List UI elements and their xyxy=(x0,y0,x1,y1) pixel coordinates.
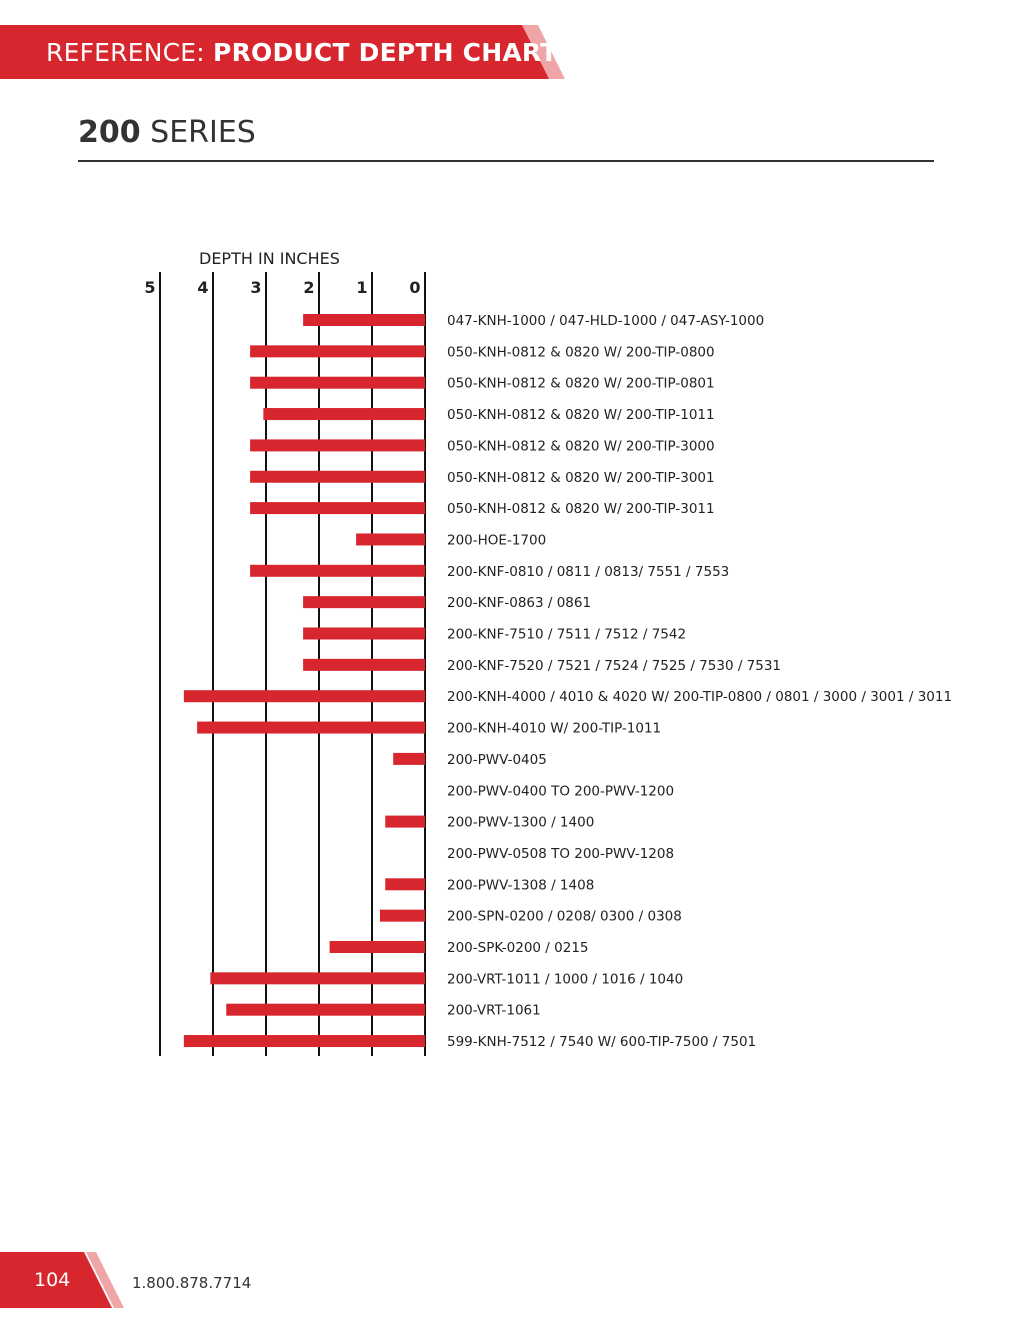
bar xyxy=(250,345,425,357)
category-label: 200-VRT-1011 / 1000 / 1016 / 1040 xyxy=(447,971,684,988)
axis-title: DEPTH IN INCHES xyxy=(199,249,340,268)
series-word: SERIES xyxy=(140,115,256,150)
bar xyxy=(385,816,425,828)
x-tick-label: 3 xyxy=(250,278,262,297)
category-label: 200-PWV-1308 / 1408 xyxy=(447,877,595,894)
bar xyxy=(303,314,425,326)
series-number: 200 xyxy=(78,115,141,150)
bar xyxy=(263,408,425,420)
category-label: 200-KNF-0863 / 0861 xyxy=(447,595,592,612)
phone-number: 1.800.878.7714 xyxy=(132,1274,252,1292)
bar xyxy=(210,972,425,984)
bar xyxy=(385,878,425,890)
category-label: 200-KNH-4000 / 4010 & 4020 W/ 200-TIP-0800 / 0801 / 3000 / 3001 / 3011 xyxy=(447,689,953,706)
x-tick-label: 4 xyxy=(197,278,209,297)
bar xyxy=(303,596,425,608)
category-label: 200-PWV-0508 TO 200-PWV-1208 xyxy=(447,845,675,862)
bar xyxy=(393,753,425,765)
bar xyxy=(250,471,425,483)
bar xyxy=(226,1004,425,1016)
page-number: 104 xyxy=(34,1269,71,1291)
bar xyxy=(250,565,425,577)
x-tick-label: 1 xyxy=(356,278,368,297)
category-label: 050-KNH-0812 & 0820 W/ 200-TIP-3011 xyxy=(447,501,715,518)
bar xyxy=(250,439,425,451)
bar xyxy=(184,690,425,702)
category-label: 050-KNH-0812 & 0820 W/ 200-TIP-3000 xyxy=(447,438,715,455)
x-tick-label: 2 xyxy=(303,278,315,297)
bar xyxy=(330,941,425,953)
x-tick-label: 0 xyxy=(409,278,421,297)
bar xyxy=(356,533,425,545)
category-label: 599-KNH-7512 / 7540 W/ 600-TIP-7500 / 7501 xyxy=(447,1034,757,1051)
category-label: 200-HOE-1700 xyxy=(447,532,547,549)
bar xyxy=(380,910,425,922)
bar xyxy=(197,722,425,734)
x-tick-label: 5 xyxy=(144,278,156,297)
bars xyxy=(184,314,425,1047)
bar xyxy=(250,502,425,514)
bar xyxy=(250,377,425,389)
category-label: 200-KNF-7520 / 7521 / 7524 / 7525 / 7530 / 7531 xyxy=(447,657,782,674)
category-label: 200-SPK-0200 / 0215 xyxy=(447,940,589,956)
category-labels xyxy=(447,313,952,1050)
category-label: 200-PWV-1300 / 1400 xyxy=(447,814,595,831)
category-label: 050-KNH-0812 & 0820 W/ 200-TIP-1011 xyxy=(447,407,715,424)
category-label: 200-KNH-4010 W/ 200-TIP-1011 xyxy=(447,720,662,737)
category-label: 200-KNF-7510 / 7511 / 7512 / 7542 xyxy=(447,626,687,643)
header-prefix: REFERENCE: xyxy=(46,38,214,67)
category-label: 047-KNH-1000 / 047-HLD-1000 / 047-ASY-1000 xyxy=(447,313,765,329)
category-label: 050-KNH-0812 & 0820 W/ 200-TIP-0800 xyxy=(447,344,715,361)
category-label: 200-PWV-0405 xyxy=(447,751,547,768)
category-label: 200-PWV-0400 TO 200-PWV-1200 xyxy=(447,783,675,800)
category-label: 050-KNH-0812 & 0820 W/ 200-TIP-3001 xyxy=(447,469,715,486)
category-label: 200-VRT-1061 xyxy=(447,1002,541,1019)
header-title-bold: PRODUCT DEPTH CHARTS xyxy=(213,38,576,67)
category-label: 200-KNF-0810 / 0811 / 0813/ 7551 / 7553 xyxy=(447,563,730,580)
x-tick-labels xyxy=(144,278,420,297)
category-label: 200-SPN-0200 / 0208/ 0300 / 0308 xyxy=(447,908,682,925)
bar xyxy=(184,1035,425,1047)
bar xyxy=(303,628,425,640)
category-label: 050-KNH-0812 & 0820 W/ 200-TIP-0801 xyxy=(447,375,715,392)
bar xyxy=(303,659,425,671)
